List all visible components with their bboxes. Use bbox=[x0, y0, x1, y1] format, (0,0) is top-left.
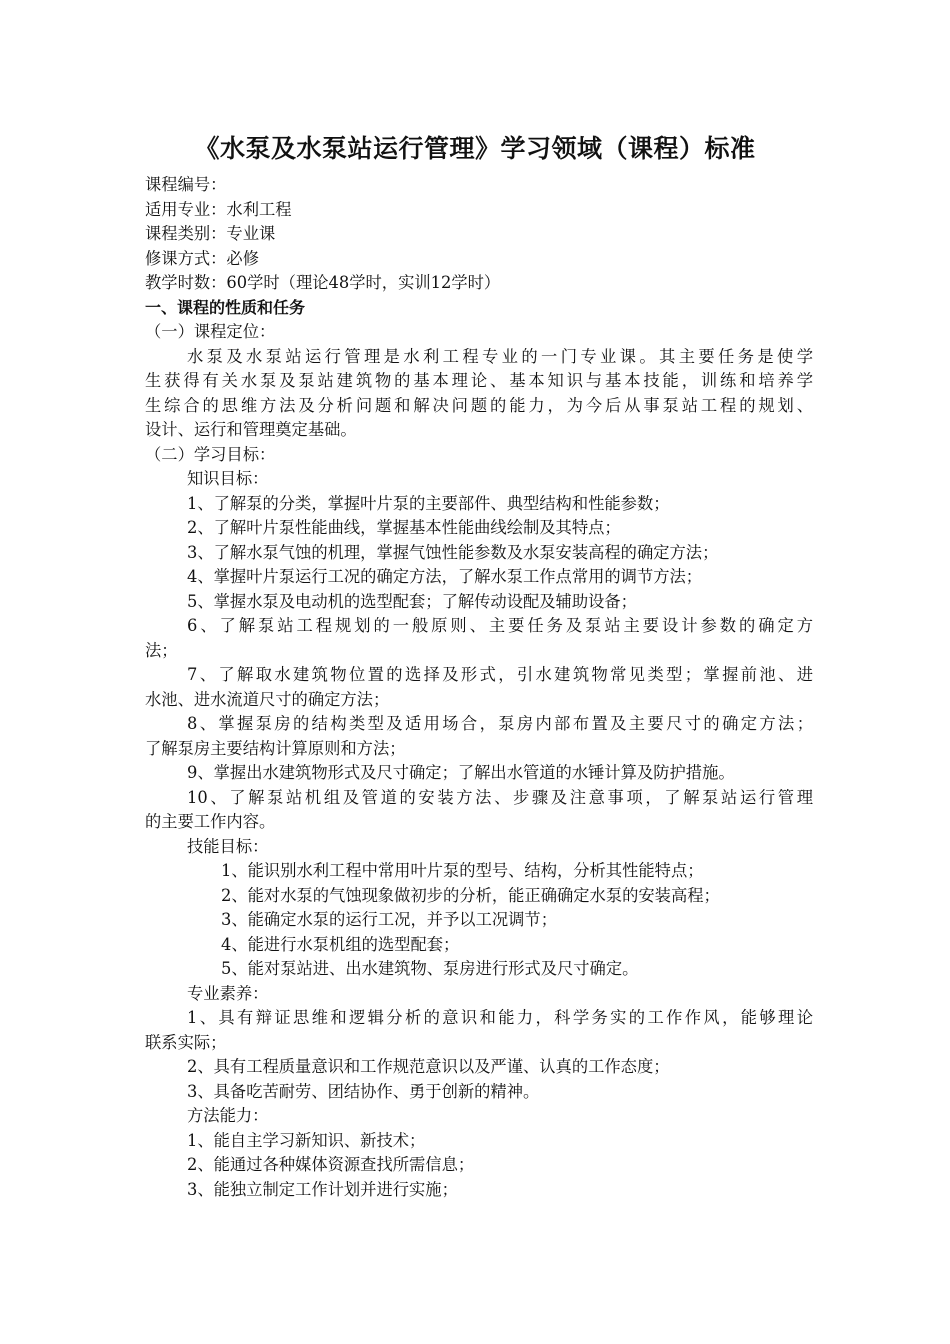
subsection-label-positioning: （一）课程定位： bbox=[145, 322, 276, 341]
method-item: 1、能自主学习新知识、新技术； bbox=[187, 1130, 426, 1150]
positioning-line: 设计、运行和管理奠定基础。 bbox=[145, 420, 357, 439]
literacy-item: 3、具备吃苦耐劳、团结协作、勇于创新的精神。 bbox=[187, 1081, 540, 1101]
skills-label: 技能目标： bbox=[187, 836, 269, 856]
literacy-label: 专业素养： bbox=[187, 983, 269, 1003]
skills-item: 5、能对泵站进、出水建筑物、泵房进行形式及尺寸确定。 bbox=[221, 959, 639, 978]
knowledge-item: 5、掌握水泵及电动机的选型配套；了解传动设配及辅助设备； bbox=[187, 591, 637, 611]
skills-item: 4、能进行水泵机组的选型配套； bbox=[221, 934, 460, 954]
literacy-item: 2、具有工程质量意识和工作规范意识以及严谨、认真的工作态度； bbox=[187, 1057, 670, 1076]
knowledge-item: 4、掌握叶片泵运行工况的确定方法，了解水泵工作点常用的调节方法； bbox=[187, 567, 703, 586]
knowledge-item: 3、了解水泵气蚀的机理，掌握气蚀性能参数及水泵安装高程的确定方法； bbox=[187, 542, 719, 562]
positioning-line: 生获得有关水泵及泵站建筑物的基本理论、基本知识与基本技能，训练和培养学 bbox=[145, 371, 813, 390]
positioning-line: 生综合的思维方法及分析问题和解决问题的能力，为今后从事泵站工程的规划、 bbox=[145, 395, 813, 415]
document-body bbox=[145, 173, 813, 1202]
method-label: 方法能力： bbox=[187, 1106, 269, 1125]
knowledge-item: 9、掌握出水建筑物形式及尺寸确定；了解出水管道的水锤计算及防护措施。 bbox=[187, 763, 735, 782]
knowledge-label: 知识目标： bbox=[187, 469, 269, 488]
knowledge-item: 1、了解泵的分类，掌握叶片泵的主要部件、典型结构和性能参数； bbox=[187, 493, 670, 513]
course-mode: 修课方式：必修 bbox=[145, 248, 259, 268]
applicable-major: 适用专业：水利工程 bbox=[145, 199, 292, 219]
subsection-label-objectives: （二）学习目标： bbox=[145, 444, 276, 464]
teaching-hours: 教学时数：60学时（理论48学时，实训12学时） bbox=[145, 273, 501, 292]
knowledge-item: 了解泵房主要结构计算原则和方法； bbox=[145, 738, 406, 758]
knowledge-item: 法； bbox=[145, 640, 178, 660]
skills-item: 3、能确定水泵的运行工况，并予以工况调节； bbox=[221, 910, 557, 929]
knowledge-item: 水池、进水流道尺寸的确定方法； bbox=[145, 689, 390, 709]
method-item: 2、能通过各种媒体资源查找所需信息； bbox=[187, 1155, 475, 1174]
course-code: 课程编号： bbox=[145, 175, 227, 194]
knowledge-item: 8、掌握泵房的结构类型及适用场合，泵房内部布置及主要尺寸的确定方法； bbox=[187, 714, 813, 733]
section-heading: 一、课程的性质和任务 bbox=[145, 297, 306, 317]
literacy-item: 联系实际； bbox=[145, 1032, 227, 1052]
method-item: 3、能独立制定工作计划并进行实施； bbox=[187, 1179, 458, 1199]
skills-item: 1、能识别水利工程中常用叶片泵的型号、结构，分析其性能特点； bbox=[221, 861, 704, 880]
document-title: 《水泵及水泵站运行管理》学习领域（课程）标准 bbox=[194, 134, 756, 163]
knowledge-item: 的主要工作内容。 bbox=[145, 812, 276, 831]
knowledge-item: 2、了解叶片泵性能曲线，掌握基本性能曲线绘制及其特点； bbox=[187, 518, 621, 537]
skills-item: 2、能对水泵的气蚀现象做初步的分析，能正确确定水泵的安装高程； bbox=[221, 885, 720, 905]
positioning-line: 水泵及水泵站运行管理是水利工程专业的一门专业课。其主要任务是使学 bbox=[187, 346, 813, 366]
knowledge-item: 10、了解泵站机组及管道的安装方法、步骤及注意事项，了解泵站运行管理 bbox=[187, 787, 813, 807]
knowledge-item: 7、了解取水建筑物位置的选择及形式，引水建筑物常见类型；掌握前池、进 bbox=[187, 665, 813, 684]
literacy-item: 1、具有辩证思维和逻辑分析的意识和能力，科学务实的工作作风，能够理论 bbox=[187, 1008, 813, 1027]
knowledge-item: 6、了解泵站工程规划的一般原则、主要任务及泵站主要设计参数的确定方 bbox=[187, 616, 813, 635]
course-category: 课程类别：专业课 bbox=[145, 224, 276, 243]
